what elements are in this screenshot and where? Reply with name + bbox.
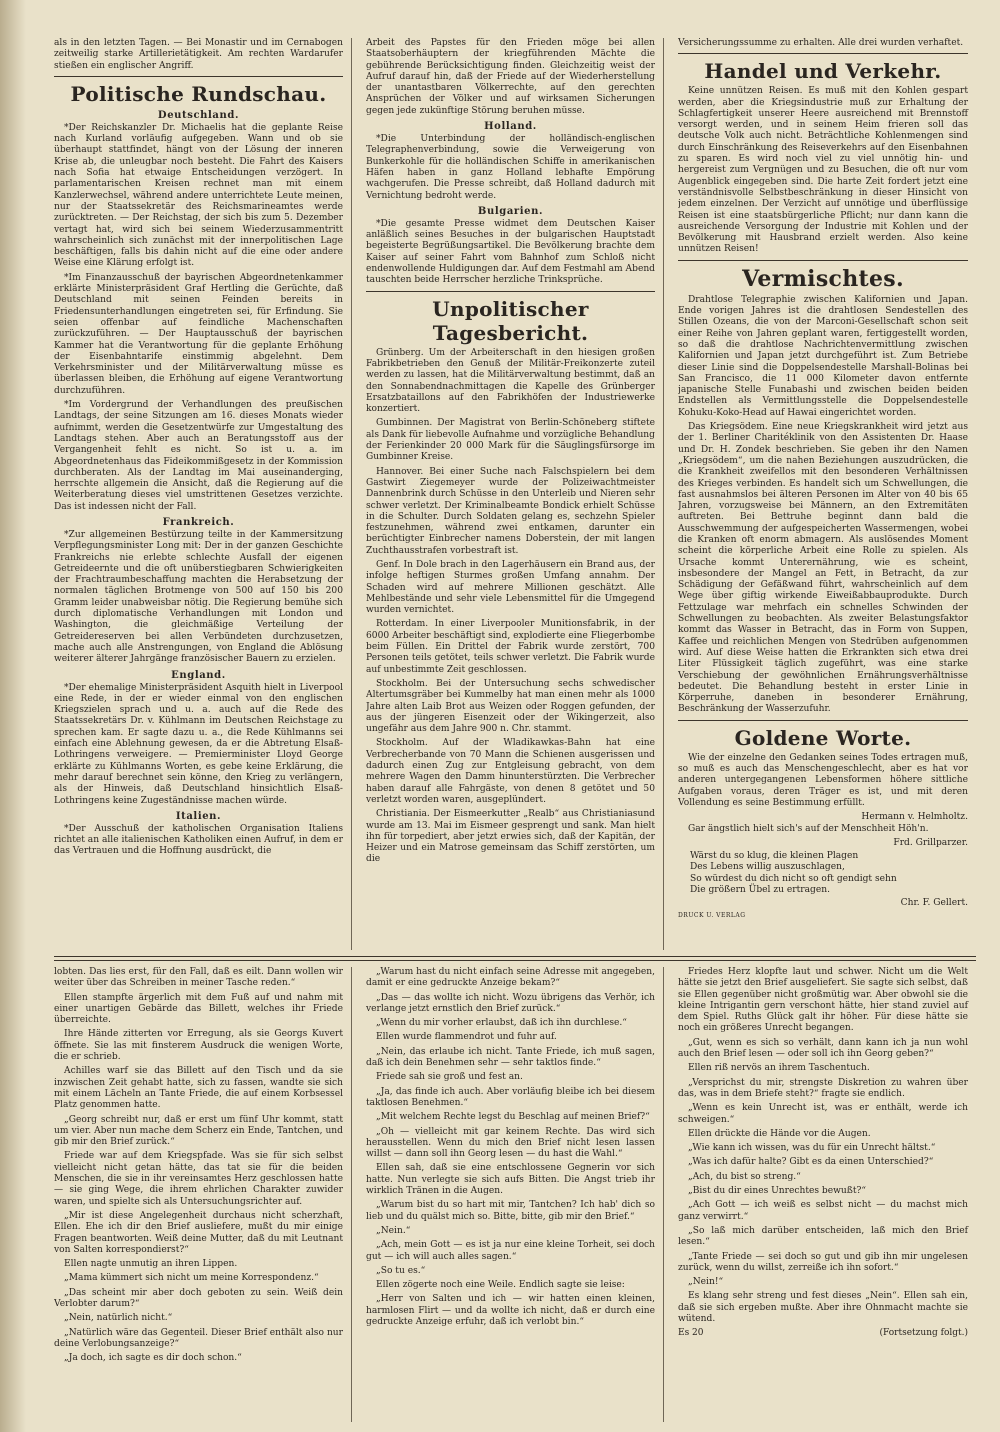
novel-paragraph: „Versprichst du mir, strengste Diskretion zu wahren über das, was in dem Briefe steht?“ fragte sie endlich. [678,1077,968,1099]
novel-paragraph: „Wenn du mir vorher erlaubst, daß ich ihn durchlese.“ [376,1018,627,1029]
novel-paragraph: Es klang sehr streng und fest dieses „Nein“. Ellen sah ein, daß sie sich ergeben mußte. Aber ihre Ohnmacht machte sie wütend. [678,1291,968,1325]
quote-signature: Chr. F. Gellert. [900,898,968,909]
article-paragraph: *Im Finanzausschuß der bayrischen Abgeordnetenkammer erklärte Ministerpräsident Graf Hertling die Gerüchte, daß Deutschland mit seinen Feinden bereits in Friedensunterhandlungen eingetreten sei, für Erfindung. Sie seien offenbar auf feindliche Machenschaften zurückzuführen. — Der Hauptausschuß der bayrischen Kammer hat die Verantwortung für die geplante Erhöhung der Eisenbahntarife einstimmig abgelehnt. Dem Verkehrsminister und der Militärverwaltung müsse es überlassen bleiben, die Erhöhung auf eigene Verantwortung durchzuführen. [54,272,343,396]
novel-paragraph: „So laß mich darüber entscheiden, laß mich den Brief lesen.“ [678,1225,968,1248]
novel-paragraph: „Was ich dafür halte? Gibt es da einen Unterschied?“ [688,1157,934,1168]
article-paragraph: *Im Vordergrund der Verhandlungen des preußischen Landtags, der seine Sitzungen am 16. dieses Monats wieder aufnimmt, werden die Gesetzentwürfe zur Umgestaltung des Landtags stehen. Aber auch an Beratungsstoff aus der Vergangenheit fehlt es nicht. So ist u. a. im Abgeordnetenhaus das Fideikommißgesetz in der Kommission durchberaten. Als der Landtag im Mai auseinanderging, herrschte allgemein die Ansicht, daß die Regierung auf die Weiterberatung dieses viel umstrittenen Gesetzes verzichte. Das ist indessen nicht der Fall. [54,400,343,512]
novel-paragraph: Friede war auf dem Kriegspfade. Was sie für sich selbst vielleicht nicht getan hätte, das tat sie für die beiden Menschen, die sie in ihr vereinsamtes Herz geschlossen hatte — sie ging Wege, die ihrem ehrlichen Charakter zuwider waren, und spielte sich als Untersuchungsrichter auf. [54,1151,343,1207]
novel-paragraph: Friede sah sie groß und fest an. [376,1072,523,1083]
col3-intro: Versicherungssumme zu erhalten. Alle drei wurden verhaftet. [678,38,964,48]
novel-paragraph: Ellen nagte unmutig an ihren Lippen. [64,1259,238,1270]
heading-unpolitischer-tagesbericht: Unpolitischer Tagesbericht. [432,296,589,345]
news-item: Rotterdam. In einer Liverpooler Munitionsfabrik, in der 6000 Arbeiter beschäftigt sind, explodierte eine Fliegerbombe beim Füllen. Ein Drittel der Fabrik wurde zerstört, 700 Personen teils getötet, teils schwer verletzt. Die Fabrik wurde auf unbestimmte Zeit geschlossen. [366,619,655,675]
novel-paragraph: Ellen drückte die Hände vor die Augen. [688,1128,871,1139]
col2-intro: Arbeit des Papstes für den Frieden möge bei allen Staatsoberhäuptern der kriegführenden Mächte die gebührende Berücksichtigung finden. Gleichzeitig weist der Aufruf darauf hin, daß der Friede auf der Wiederherstellung der unantastbaren Völkerrechte, auf den gerechten Ansprüchen der Völker und auf wirksamen Sicherungen gegen jede zukünftige Störung beruhen müsse. [366,38,655,116]
section-divider [54,956,976,961]
subheading-frankreich: Frankreich. [162,516,235,528]
novel-paragraph: Friedes Herz klopfte laut und schwer. Nicht um die Welt hätte sie jetzt den Brief ausgeliefert. Sie sagte sich selbst, daß sie Ellen gegenüber nicht großmütig war. Aber obwohl sie die kleine Intrigantin gern verschont hätte, hier stand zuviel auf dem Spiel. Ruths Glück galt ihr höher. Für diese hätte sie noch ein größeres Unrecht begangen. [678,967,968,1034]
news-item: Hannover. Bei einer Suche nach Falschspielern bei dem Gastwirt Ziegemeyer wurde der Polizeiwachtmeister Dannenbrink durch Schüsse in den Unterleib und Nieren sehr schwer verletzt. Der Kriminalbeamte Bondick erhielt Schüsse in die Schulter. Durch Soldaten gelang es, sechzehn Spieler festzunehmen, während zwei entkamen, darunter ein berüchtigter Einbrecher namens Doberstein, der mit langen Zuchthausstrafen vorbestraft ist. [366,466,655,556]
article-paragraph: Drahtlose Telegraphie zwischen Kalifornien und Japan. Ende vorigen Jahres ist die drahtlosen Sendestellen des Stillen Ozeans, die von der Marconi-Gesellschaft schon seit einer Reihe von Jahren geplant waren, fertiggestellt worden, so daß die drahtlose Nachrichtenvermittlung zwischen Kalifornien und Japan jetzt durchgeführt ist. Zum Betriebe dieser Linie sind die Doppelsendestelle Marshall-Bolinas bei San Francisco, die 11 000 Kilometer davon entfernte japanische Stelle Funabashi und zwischen beiden beiden Endstellen als Vermittlungsstelle die Doppelsendestelle Kohuku-Koko-Head auf Hawai eingerichtet worden. [678,294,968,418]
novel-paragraph: „Wenn es kein Unrecht ist, was er enthält, werde ich schweigen.“ [678,1103,968,1125]
novel-paragraph: „Mir ist diese Angelegenheit durchaus nicht scherzhaft, Ellen. Ehe ich dir den Brief ausliefere, mußt du mir einige Fragen beantworten. Weiß deine Mutter, daß du mit Leutnant von Salten korrespondierst?“ [54,1210,343,1255]
column-3 [678,38,976,950]
top-section [54,38,976,950]
article-paragraph: *Die gesamte Presse widmet dem Deutschen Kaiser anläßlich seines Besuches in der bulgarischen Hauptstadt begeisterte Begrüßungsartikel. Die Bevölkerung brachte dem Kaiser auf seiner Fahrt vom Bahnhof zum Schloß nicht endenwollende Huldigungen dar. Auf dem Festmahl am Abend tauschten beide Herrscher herzliche Trinksprüche. [366,218,655,286]
heading-goldene-worte: Goldene Worte. [734,725,912,750]
novel-paragraph: Ellen sah, daß sie eine entschlossene Gegnerin vor sich hatte. Nun verlegte sie sich aufs Bitten. Die Angst trieb ihr wirklich Tränen in die Augen. [366,1163,655,1197]
news-item: Stockholm. Auf der Wladikawkas-Bahn hat eine Verbrecherbande von 70 Mann die Schienen ausgerissen und dadurch einen Zug zur Entgleisung gebracht, von dem mehrere Wagen den Damm hinunterstürzten. Die Verbrecher haben darauf alle Fahrgäste, von denen 8 getötet und 50 verletzt worden waren, ausgeplündert. [366,738,655,805]
page-mark: Es 20 [678,1328,704,1339]
poem [690,851,968,896]
novel-paragraph: „Ach, mein Gott — es ist ja nur eine kleine Torheit, sei doch gut — ich will auch alles sagen.“ [366,1240,655,1262]
subheading-england: England. [171,669,226,681]
article-paragraph: *Die Unterbindung der holländisch-englischen Telegraphenverbindung, sowie die Verweigerung von Bunkerkohle für die holländischen Schiffe in amerikanischen Häfen haben in ganz Holland lebhafte Empörung wachgerufen. Die Presse schreibt, daß Holland dadurch mit Vernichtung bedroht werde. [366,134,655,201]
news-item: Grünberg. Um der Arbeiterschaft in den hiesigen großen Fabrikbetrieben den Genuß der Militär-Freikonzerte zuteil werden zu lassen, hat die Militärverwaltung bestimmt, daß an den Sonnabendnachmittagen die Kapelle des Grünberger Ersatzbataillons auf den Fabrikhöfen der Industriewerke konzertiert. [366,347,655,415]
rule [678,260,968,261]
novel-paragraph: „Ach Gott — ich weiß es selbst nicht — du machst mich ganz verwirrt.“ [678,1200,968,1222]
novel-footer [678,1328,968,1338]
news-item: Genf. In Dole brach in den Lagerhäusern ein Brand aus, der infolge heftigen Sturmes großen Umfang annahm. Der Schaden wird auf mehrere Millionen geschätzt. Alle Mehlbestände und sehr viele Lebensmittel für die Umgegend wurden vernichtet. [366,559,655,616]
heading-handel-und-verkehr: Handel und Verkehr. [704,59,942,84]
subheading-bulgarien: Bulgarien. [477,205,544,217]
poem-line: So würdest du dich nicht so oft gendigt sehn [690,873,897,884]
novel-paragraph: „Georg schreibt nur, daß er erst um fünf Uhr kommt, statt um vier. Aber nun mache dem Scherz ein Ende, Tantchen, und gib mir den Brief zurück.“ [54,1114,343,1148]
article-paragraph: *Der ehemalige Ministerpräsident Asquith hielt in Liverpool eine Rede, in der er wieder einmal von den englischen Kriegszielen sprach und u. a. auch auf die Rede des Staatssekretärs Dr. v. Kühlmann im Deutschen Reichstage zu sprechen kam. Er sagte dazu u. a., die Rede Kühlmanns sei einfach eine Ablehnung gewesen, da er die Abtretung Elsaß-Lothringens verweigere. — Premierminister Lloyd George erklärte zu Kühlmanns Worten, es gebe keine Erklärung, die mehr darauf berechnet sein könne, den Krieg zu verlängern, als der Hinweis, daß Deutschland hinsichtlich Elsaß-Lothringens keine Zugeständnisse machen würde. [54,682,343,806]
heading-vermischtes: Vermischtes. [742,265,904,292]
novel-paragraph: „Nein, das erlaube ich nicht. Tante Friede, ich muß sagen, daß ich dein Benehmen sehr — sehr taktlos finde.“ [366,1046,655,1069]
novel-paragraph: „Bist du dir eines Unrechtes bewußt?“ [688,1186,867,1197]
serial-novel-section [54,967,976,1422]
column-1 [54,38,352,950]
subheading-holland: Holland. [484,121,537,133]
novel-paragraph: „Oh — vielleicht mit gar keinem Rechte. Das wird sich herausstellen. Wenn du mich den Brief nicht lesen lassen willst — dann soll ihn Georg lesen — du hast die Wahl.“ [366,1126,655,1160]
heading-politische-rundschau: Politische Rundschau. [70,81,327,106]
rule [366,291,655,292]
column-2 [366,38,664,950]
novel-paragraph: „Mama kümmert sich nicht um meine Korrespondenz.“ [64,1273,319,1284]
novel-paragraph: Ihre Hände zitterten vor Erregung, als sie Georgs Kuvert öffnete. Sie las mit finsterem Ausdruck die wenigen Worte, die er schrieb. [54,1029,343,1063]
novel-paragraph: „Das — das wollte ich nicht. Wozu übrigens das Verhör, ich verlange jetzt ernstlich den Brief zurück.“ [366,992,655,1014]
poem-line: Des Lebens willig auszuschlagen, [690,862,845,873]
novel-paragraph: Ellen riß nervös an ihrem Taschentuch. [688,1063,870,1074]
quote-paragraph: Gar ängstlich hielt sich's auf der Menschheit Höh'n. [688,823,929,834]
novel-paragraph: „Herr von Salten und ich — wir hatten einen kleinen, harmlosen Flirt — und da wollte ich nicht, daß er durch eine gedruckte Anzeige erfuhr, daß ich verlobt bin.“ [366,1294,655,1328]
novel-paragraph: „Nein, natürlich nicht.“ [64,1313,173,1324]
rule [54,76,343,77]
article-paragraph: *Zur allgemeinen Bestürzung teilte in der Kammersitzung Verpflegungsminister Long mit: Der in der ganzen Geschichte Frankreichs nie erlebte schlechte Ausfall der eigenen Getreideernte und die oft unüberstiegbaren Schwierigkeiten der Frachtraumbeschaffung machten die Herabsetzung der normalen täglichen Brotmenge von 500 auf 150 bis 200 Gramm leider unabweisbar nötig. Die Regierung bemühe sich durch diplomatische Verhandlungen mit London und Washington, die gleichmäßige Verteilung der Getreidereserven bei allen Verbündeten durchzusetzen, mache auch alle Anstrengungen, von England die Ablösung weiterer älterer Jahrgänge französischer Bauern zu erzielen. [54,529,343,665]
article-paragraph: *Der Ausschuß der katholischen Organisation Italiens richtet an alle italienischen Katholiken einen Aufruf, in dem er das Vertrauen und die Hoffnung ausdrückt, die [54,823,344,857]
novel-column-2 [366,967,664,1422]
continuation-note: (Fortsetzung folgt.) [879,1328,968,1339]
novel-paragraph: „Ach, du bist so streng.“ [688,1171,801,1182]
poem-line: Wärst du so klug, die kleinen Plagen [690,851,859,862]
novel-paragraph: Ellen stampfte ärgerlich mit dem Fuß auf und nahm mit einer unartigen Gebärde das Billett, welches ihr Friede überreichte. [54,992,343,1026]
news-item: Christiania. Der Eismeerkutter „Realb“ aus Christianiasund wurde am 13. Mai im Eismeer gesprengt und sank. Man hielt ihn für torpediert, aber jetzt erwies sich, daß der Kapitän, der Heizer und ein Matrose gemeinsam das Schiff zerstörten, um die [366,809,655,865]
novel-paragraph: „So tu es.“ [376,1265,426,1276]
novel-column-3 [678,967,976,1422]
novel-paragraph: Achilles warf sie das Billett auf den Tisch und da sie inzwischen Zeit gehabt hatte, sich zu fassen, wandte sie sich mit einem Lächeln an Tante Friede, die auf einem Korbsessel Platz genommen hatte. [54,1066,343,1111]
novel-paragraph: „Mit welchem Rechte legst du Beschlag auf meinen Brief?“ [376,1112,650,1123]
novel-paragraph: „Warum hast du nicht einfach seine Adresse mit angegeben, damit er eine gedruckte Anzeige bekam?“ [366,967,655,989]
novel-paragraph: „Das scheint mir aber doch geboten zu sein. Weiß dein Verlobter darum?“ [54,1287,343,1310]
novel-paragraph: „Nein.“ [376,1225,411,1236]
novel-paragraph: „Tante Friede — sei doch so gut und gib ihn mir ungelesen zurück, wenn du willst, zerreiße ich ihn sofort.“ [678,1251,968,1273]
novel-paragraph: Ellen zögerte noch eine Weile. Endlich sagte sie leise: [376,1280,625,1291]
article-paragraph: Keine unnützen Reisen. Es muß mit den Kohlen gespart werden, aber die Kriegsindustrie muß zur Erhaltung der Schlagfertigkeit unserer Heere ausreichend mit Brennstoff versorgt werden, und in seinem Heim frieren soll das deutsche Volk auch nicht. Beträchtliche Kohlenmengen sind durch Einschränkung des Reiseverkehrs auf den Eisenbahnen zu sparen. Es wird noch viel zu viel unnötig hin- und hergereist zum Vergnügen und zu Besuchen, die oft nur vom Augenblick eingegeben sind. Die harte Zeit fordert jetzt eine verständnisvolle Selbstbeschränkung in dieser Hinsicht von jedem einzelnen. Der Verzicht auf unnötige und überflüssige Reisen ist eine staatsbürgerliche Pflicht; nur dann kann die ausreichende Versorgung der Industrie mit Kohlen und der Bevölkerung mit Hausbrand erzielt werden. Also keine unnützen Reisen! [678,86,968,255]
quote-signature: Frd. Grillparzer. [893,837,968,848]
novel-paragraph: „Wie kann ich wissen, was du für ein Unrecht hältst.“ [688,1143,936,1154]
news-item: Gumbinnen. Der Magistrat von Berlin-Schöneberg stiftete als Dank für liebevolle Aufnahme und vorzügliche Behandlung der Ferienkinder 20 000 Mark für die Säuglingsfürsorge im Gumbinner Kreise. [366,418,655,463]
novel-paragraph: Ellen wurde flammendrot und fuhr auf. [376,1032,557,1043]
novel-paragraph: „Ja doch, ich sagte es dir doch schon.“ [64,1353,242,1364]
novel-paragraph: „Warum bist du so hart mit mir, Tantchen? Ich hab' dich so lieb und du quälst mich so. Bitte, bitte, gib mir den Brief.“ [366,1200,655,1222]
novel-paragraph: lobten. Das lies erst, für den Fall, daß es eilt. Dann wollen wir weiter über das Schreiben in meiner Tasche reden.“ [54,967,343,989]
novel-paragraph: „Nein!“ [688,1277,724,1288]
rule [678,53,968,54]
novel-column-1 [54,967,352,1422]
novel-paragraph: „Ja, das finde ich auch. Aber vorläufig bleibe ich bei diesem taktlosen Benehmen.“ [366,1086,655,1108]
subheading-italien: Italien. [175,810,222,822]
poem-line: Die größern Übel zu ertragen. [690,885,830,895]
article-paragraph: *Der Reichskanzler Dr. Michaelis hat die geplante Reise nach Kurland vorläufig aufgegeben. Wann und ob sie überhaupt stattfindet, hängt von der Lösung der inneren Krise ab, die unleugbar noch besteht. Die Fahrt des Kaisers nach Sofia hat etwaige Entscheidungen verzögert. In parlamentarischen Kreisen rechnet man mit einem Kanzlerwechsel, während andere unterrichtete Leute meinen, nur der Staatssekretär des Reichsmarineamtes werde zurücktreten. — Der Reichstag, der sich bis zum 5. Dezember vertagt hat, wird sich bei seinem Wiederzusammentritt wahrscheinlich sich zunächst mit der innerpolitischen Lage beschäftigen, falls bis dahin nicht auf die eine oder andere Weise eine Klärung erfolgt ist. [54,122,343,269]
news-item: Stockholm. Bei der Untersuchung sechs schwedischer Altertumsgräber bei Kummelby hat man einen mehr als 1000 Jahre alten Laib Brot aus Weizen oder Roggen gefunden, der aus der jüngeren Eisenzeit oder der Wikingerzeit, also ungefähr aus dem Jahre 900 n. Chr. stammt. [366,678,655,735]
rule [678,720,968,721]
subheading-deutschland: Deutschland. [157,109,240,121]
quote-paragraph: Wie der einzelne den Gedanken seines Todes ertragen muß, so muß es auch das Menschengeschlecht, aber es hat vor anderen untergegangenen Lebensformen höhere sittliche Aufgaben voraus, deren Träger es ist, und mit deren Vollendung es seine Bestimmung erfüllt. [678,752,968,808]
article-paragraph: Das Kriegsödem. Eine neue Kriegskrankheit wird jetzt aus der 1. Berliner Charitéklinik von den Assistenten Dr. Haase und Dr. H. Zondek beschrieben. Sie geben ihr den Namen „Kriegsödem“, um die nahen Beziehungen auszudrücken, die die Krankheit zweifellos mit den besonderen Verhältnissen des Krieges verbinden. Es handelt sich um Schwellungen, die fast ausnahmslos bei älteren Personen im Alter von 40 bis 65 Jahren, vorzugsweise bei Männern, an den Extremitäten auftreten. Bei Bettruhe beginnt dann bald die Ausschwemmung der aufgespeicherten Wassermengen, wobei die Kranken oft enorm abmagern. Als auslösendes Moment scheint die körperliche Arbeit eine Rolle zu spielen. Als Ursache kommt Unterernährung, wie es scheint, insbesondere der Mangel an Fett, in Betracht, da zur Schädigung der Gefäßwand führt, wahrscheinlich auf dem Wege über giftig wirkende Eiweißabbauprodukte. Durch Fettzulage war mehrfach ein schnelles Schwinden der Schwellungen zu beobachten. Als zweiter Belastungsfaktor kommt das Wasser in Betracht, das in Form von Suppen, Kaffee und reichlichen Mengen von Stedrüben aufgenommen wird. Auf diese Weise hatten die Erkrankten sich etwa drei Liter Flüssigkeit täglich zugeführt, was eine starke Verschiebung der gewöhnlichen Ernährungsverhältnisse bedeutet. Die Behandlung besteht in erster Linie in Körperruhe, daneben in besonderer Ernährung, Beschränkung der Wasserzufuhr. [678,422,968,715]
novel-paragraph: „Gut, wenn es sich so verhält, dann kann ich ja nun wohl auch den Brief lesen — oder soll ich ihn Georg geben?“ [678,1037,968,1060]
printer-imprint: DRUCK U. VERLAG [678,911,746,919]
quote-signature: Hermann v. Helmholtz. [861,812,968,823]
col1-intro: als in den letzten Tagen. — Bei Monastir und im Cernabogen zeitweilig starke Artillerietätigkeit. Am rechten Wardarufer stießen ein englischer Angriff. [54,38,343,71]
novel-paragraph: „Natürlich wäre das Gegenteil. Dieser Brief enthält also nur deine Verlobungsanzeige?“ [54,1327,343,1349]
